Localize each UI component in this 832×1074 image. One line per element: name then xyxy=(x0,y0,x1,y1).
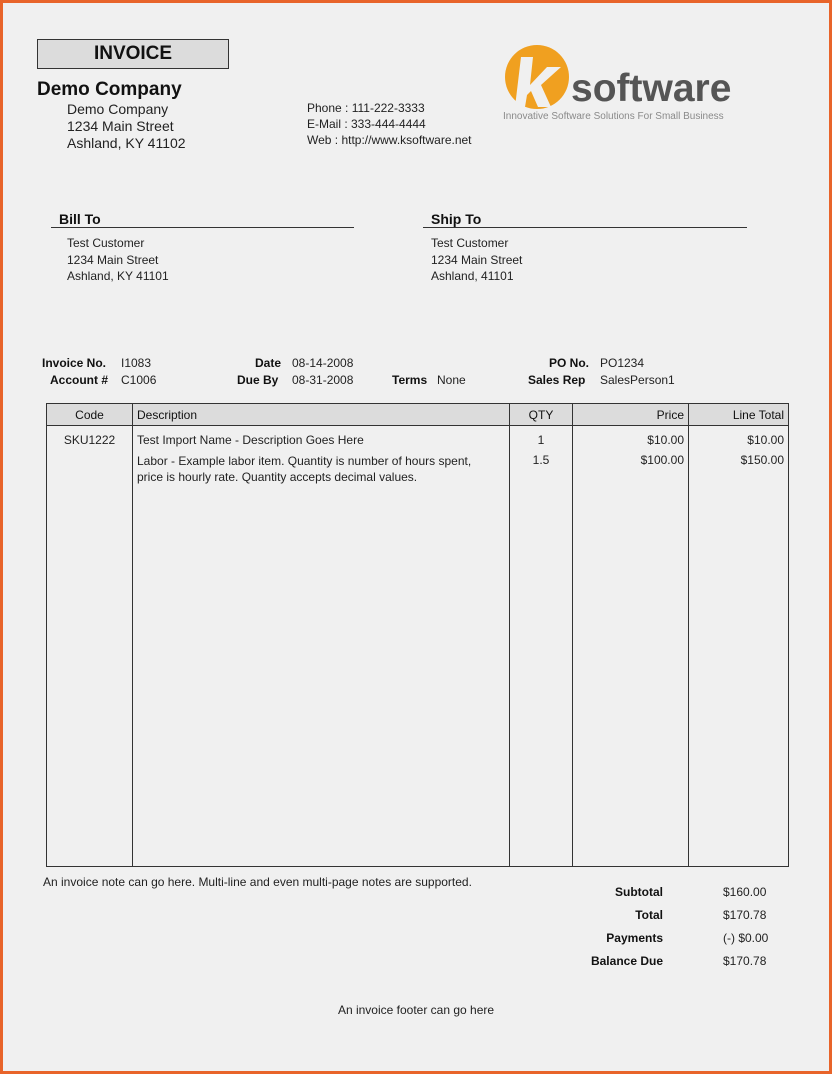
company-contact xyxy=(307,100,472,148)
address-line: Ashland, KY 41102 xyxy=(67,135,186,151)
balance-due-value: $170.78 xyxy=(723,954,767,968)
bill-to-line: Ashland, KY 41101 xyxy=(67,269,169,283)
invoice-no-value: I1083 xyxy=(121,356,152,370)
bill-to-heading: Bill To xyxy=(51,211,354,228)
total-value: $170.78 xyxy=(723,908,767,922)
balance-due-label: Balance Due xyxy=(590,954,663,968)
item-price: $100.00 xyxy=(573,453,689,867)
table-header-row xyxy=(47,404,789,426)
item-description: Labor - Example labor item. Quantity is number of hours spent, price is hourly rate. Quantity accepts decimal values. xyxy=(133,453,510,867)
item-code: SKU1222 xyxy=(47,426,133,453)
item-qty: 1 xyxy=(510,426,573,453)
bill-to-address xyxy=(67,235,169,285)
table-row xyxy=(47,426,789,453)
bill-to-line: 1234 Main Street xyxy=(67,252,159,267)
col-line-total: Line Total xyxy=(689,404,789,426)
account-label: Account # xyxy=(50,373,109,387)
date-label: Date xyxy=(255,356,282,370)
item-total: $150.00 xyxy=(689,453,789,867)
terms-value: None xyxy=(437,373,466,387)
sales-rep-value: SalesPerson1 xyxy=(600,373,675,387)
logo-tagline: Innovative Software Solutions For Small Business xyxy=(503,111,724,122)
invoice-title: INVOICE xyxy=(37,39,229,69)
terms-label: Terms xyxy=(392,373,428,387)
ship-to-address xyxy=(431,235,522,285)
col-price: Price xyxy=(573,404,689,426)
invoice-footer: An invoice footer can go here xyxy=(337,1003,495,1017)
sales-rep-label: Sales Rep xyxy=(528,373,586,387)
subtotal-label: Subtotal xyxy=(615,885,663,899)
company-name: Demo Company xyxy=(37,79,182,100)
due-label: Due By xyxy=(237,373,279,387)
po-label: PO No. xyxy=(549,356,590,370)
col-qty: QTY xyxy=(510,404,573,426)
item-description: Test Import Name - Description Goes Here xyxy=(133,426,510,453)
payments-value: (-) $0.00 xyxy=(723,931,769,945)
ship-to-line: Test Customer xyxy=(431,236,509,250)
email-text: E-Mail : 333-444-4444 xyxy=(307,117,426,131)
address-line: 1234 Main Street xyxy=(67,118,174,134)
item-price: $10.00 xyxy=(573,426,689,453)
ship-to-line: Ashland, 41101 xyxy=(431,269,514,283)
web-text: Web : http://www.ksoftware.net xyxy=(307,133,472,147)
phone-text: Phone : 111-222-3333 xyxy=(307,101,425,115)
payments-label: Payments xyxy=(606,931,663,945)
bill-to-line: Test Customer xyxy=(67,236,145,250)
subtotal-value: $160.00 xyxy=(723,885,767,899)
item-total: $10.00 xyxy=(689,426,789,453)
total-label: Total xyxy=(635,908,663,922)
logo-word: software xyxy=(571,67,732,110)
due-value: 08-31-2008 xyxy=(292,373,354,387)
col-code: Code xyxy=(47,404,133,426)
item-code xyxy=(47,453,133,867)
po-value: PO1234 xyxy=(600,356,645,370)
ship-to-heading: Ship To xyxy=(423,211,747,228)
company-address xyxy=(67,101,186,152)
invoice-no-label: Invoice No. xyxy=(42,356,107,370)
col-description: Description xyxy=(133,404,510,426)
date-value: 08-14-2008 xyxy=(292,356,354,370)
account-value: C1006 xyxy=(121,373,157,387)
line-items-table xyxy=(46,403,789,867)
k-logo-icon xyxy=(503,41,579,113)
ship-to-line: 1234 Main Street xyxy=(431,252,523,267)
table-row xyxy=(47,453,789,867)
item-qty: 1.5 xyxy=(510,453,573,867)
invoice-note: An invoice note can go here. Multi-line and even multi-page notes are supported. xyxy=(43,875,472,889)
address-line: Demo Company xyxy=(67,101,169,117)
